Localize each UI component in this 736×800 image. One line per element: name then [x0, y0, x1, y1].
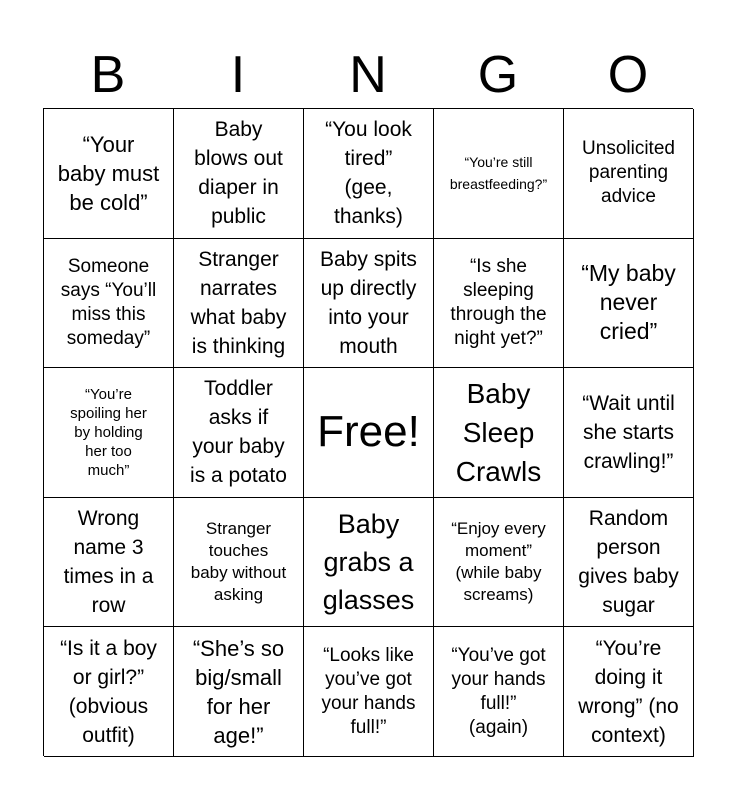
header-letter-b: B — [90, 46, 126, 104]
bingo-cell[interactable] — [44, 109, 174, 239]
bingo-cell[interactable] — [174, 498, 304, 628]
bingo-cell[interactable] — [304, 109, 434, 239]
cell-text: Stranger touches baby without asking — [190, 519, 287, 605]
bingo-header — [43, 44, 693, 106]
bingo-cell[interactable] — [44, 368, 174, 498]
bingo-cell[interactable] — [564, 627, 694, 757]
bingo-cell[interactable] — [174, 627, 304, 757]
cell-text: “Enjoy every moment” (while baby screams) — [451, 519, 546, 605]
free-cell[interactable] — [304, 368, 434, 498]
cell-text: Baby Sleep Crawls — [455, 377, 542, 487]
cell-text: “You look tired” (gee, thanks) — [325, 118, 412, 229]
cell-text: “You’re spoiling her by holding her too much” — [70, 385, 147, 479]
bingo-cell[interactable] — [564, 109, 694, 239]
bingo-cell[interactable] — [44, 498, 174, 628]
bingo-cell[interactable] — [564, 368, 694, 498]
bingo-cell[interactable] — [434, 627, 564, 757]
free-text: Free! — [317, 407, 420, 457]
cell-text: “Looks like you’ve got your hands full!” — [321, 644, 416, 738]
bingo-cell[interactable] — [174, 368, 304, 498]
cell-text: Someone says “You’ll miss this someday” — [60, 255, 157, 349]
cell-text: “My baby never cried” — [581, 260, 676, 345]
cell-text: “Is she sleeping through the night yet?” — [450, 255, 547, 349]
bingo-cell[interactable] — [304, 627, 434, 757]
cell-text: “You’re still breastfeeding?” — [449, 154, 548, 193]
bingo-cell[interactable] — [304, 239, 434, 369]
cell-text: “Wait until she starts crawling!” — [582, 391, 675, 473]
cell-text: Wrong name 3 times in a row — [63, 507, 154, 618]
cell-text: “Is it a boy or girl?” (obvious outfit) — [60, 636, 157, 747]
bingo-cell[interactable] — [304, 498, 434, 628]
cell-text: Baby grabs a glasses — [322, 509, 415, 616]
cell-text: Stranger narrates what baby is thinking — [190, 247, 287, 358]
cell-text: Baby spits up directly into your mouth — [320, 247, 417, 358]
cell-text: Unsolicited parenting advice — [582, 138, 675, 208]
cell-text: Baby blows out diaper in public — [194, 118, 283, 229]
header-letter-n: N — [349, 46, 387, 104]
bingo-cell[interactable] — [174, 239, 304, 369]
bingo-cell[interactable] — [44, 627, 174, 757]
bingo-grid — [43, 108, 693, 756]
cell-text: Toddler asks if your baby is a potato — [190, 377, 287, 488]
bingo-cell[interactable] — [564, 498, 694, 628]
header-letter-g: G — [477, 46, 519, 104]
bingo-cell[interactable] — [434, 109, 564, 239]
header-letter-i: I — [230, 46, 246, 104]
bingo-cell[interactable] — [564, 239, 694, 369]
bingo-cell[interactable] — [44, 239, 174, 369]
cell-text: “You’re doing it wrong” (no context) — [578, 636, 679, 747]
cell-text: “You’ve got your hands full!” (again) — [451, 644, 546, 738]
bingo-cell[interactable] — [434, 368, 564, 498]
bingo-cell[interactable] — [434, 239, 564, 369]
bingo-cell[interactable] — [174, 109, 304, 239]
bingo-cell[interactable] — [434, 498, 564, 628]
cell-text: “She’s so big/small for her age!” — [192, 635, 285, 748]
cell-text: Random person gives baby sugar — [578, 507, 679, 618]
header-letter-o: O — [607, 46, 649, 104]
cell-text: “Your baby must be cold” — [57, 131, 160, 215]
